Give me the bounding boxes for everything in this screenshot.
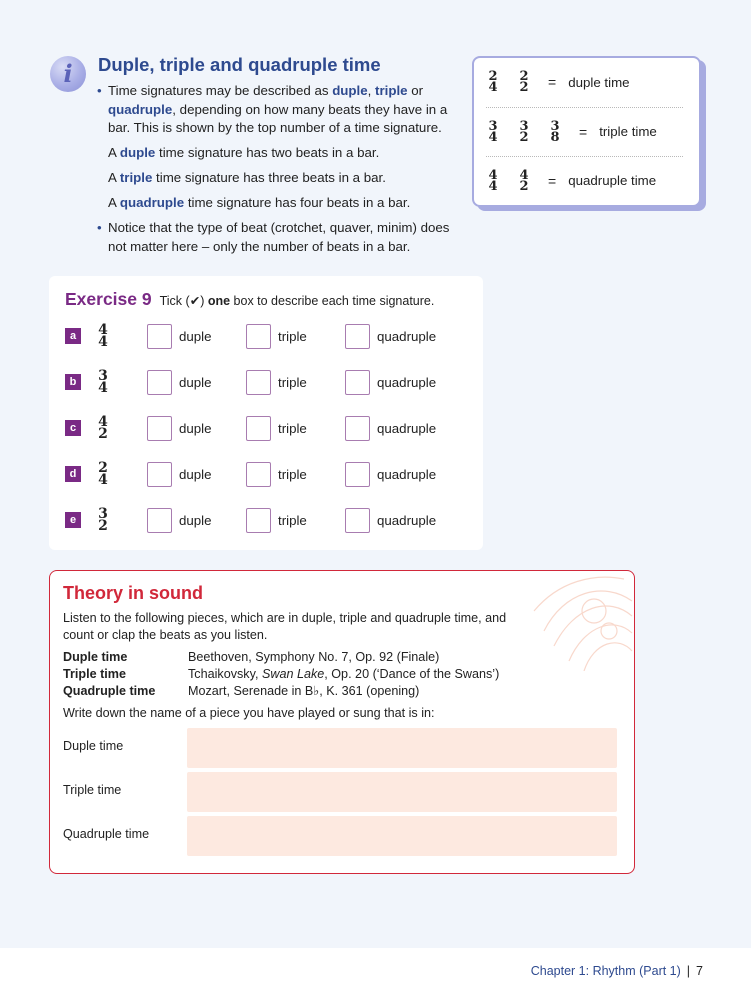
info-text: A xyxy=(108,145,120,160)
option-quadruple[interactable] xyxy=(345,415,436,441)
summary-row-triple xyxy=(486,107,683,155)
equals-sign: = xyxy=(579,123,588,140)
info-text: time signature has two beats in a bar. xyxy=(155,145,380,160)
checkbox-triple[interactable] xyxy=(246,508,271,533)
piece-label: Quadruple time xyxy=(63,684,156,698)
ts-bottom: 4 xyxy=(98,379,108,396)
checkbox-duple[interactable] xyxy=(147,508,172,533)
summary-row-quadruple xyxy=(486,156,683,204)
option-label: duple xyxy=(179,420,212,436)
footer-separator: | xyxy=(686,964,691,978)
option-label: duple xyxy=(179,374,212,390)
info-line-quadruple xyxy=(97,194,467,213)
option-quadruple[interactable] xyxy=(345,369,436,395)
ts-top: 3 xyxy=(550,118,560,134)
time-signature xyxy=(548,118,562,145)
piece-text: Beethoven, Symphony No. 7, Op. 92 (Finale) xyxy=(188,650,440,664)
time-signature xyxy=(486,167,500,194)
time-signature xyxy=(96,460,110,488)
quadruple-answer-field[interactable] xyxy=(187,816,617,856)
piece-triple xyxy=(63,666,499,683)
time-signature xyxy=(517,118,531,145)
checkbox-quadruple[interactable] xyxy=(345,324,370,349)
write-prompt: Write down the name of a piece you have played or sung that is in: xyxy=(63,706,435,720)
equals-sign: = xyxy=(548,172,557,189)
time-signature xyxy=(517,71,531,93)
ts-top: 4 xyxy=(98,414,108,430)
piece-title xyxy=(188,666,499,683)
option-duple[interactable] xyxy=(147,415,212,441)
ts-bottom: 4 xyxy=(488,129,498,145)
exercise-header xyxy=(65,289,434,310)
option-quadruple[interactable] xyxy=(345,323,436,349)
info-icon: i xyxy=(50,56,86,92)
ts-top: 3 xyxy=(98,368,108,384)
info-line-triple xyxy=(97,169,467,188)
option-triple[interactable] xyxy=(246,507,307,533)
option-label: triple xyxy=(278,328,307,344)
footer-text xyxy=(531,964,703,978)
exercise-row-e xyxy=(65,507,475,537)
piece-title xyxy=(188,683,419,700)
instr-text: Tick ( xyxy=(159,294,190,308)
theory-title: Theory in sound xyxy=(63,583,204,603)
checkbox-quadruple[interactable] xyxy=(345,416,370,441)
exercise-row-c xyxy=(65,415,475,445)
info-text: time signature has four beats in a bar. xyxy=(184,195,411,210)
checkbox-triple[interactable] xyxy=(246,462,271,487)
option-label: quadruple xyxy=(377,374,437,390)
option-duple[interactable] xyxy=(147,507,212,533)
ts-bottom: 4 xyxy=(98,471,108,488)
time-signature xyxy=(96,368,110,396)
ts-top: 2 xyxy=(98,460,108,476)
instr-text: ) xyxy=(200,294,208,308)
time-signature xyxy=(486,71,500,93)
checkbox-triple[interactable] xyxy=(246,370,271,395)
checkbox-quadruple[interactable] xyxy=(345,508,370,533)
info-text: time signature has three beats in a bar. xyxy=(152,170,386,185)
ts-bottom: 2 xyxy=(98,517,108,534)
ts-bottom: 8 xyxy=(550,129,560,145)
option-label: triple xyxy=(278,466,307,482)
time-signature-summary xyxy=(472,56,701,207)
pieces-list xyxy=(63,649,499,700)
info-line-duple xyxy=(97,144,467,163)
summary-label: quadruple time xyxy=(568,173,657,188)
duple-answer-field[interactable] xyxy=(187,728,617,768)
option-triple[interactable] xyxy=(246,369,307,395)
question-letter: a xyxy=(65,328,81,344)
answer-label: Triple time xyxy=(63,783,122,797)
checkbox-duple[interactable] xyxy=(147,324,172,349)
option-label: quadruple xyxy=(377,420,437,436)
ts-top: 3 xyxy=(488,118,498,134)
exercise-row-d xyxy=(65,461,475,491)
ts-bottom: 4 xyxy=(98,333,108,350)
chapter-title: Chapter 1: Rhythm (Part 1) xyxy=(530,964,681,978)
info-body xyxy=(97,82,467,256)
piece-quadruple xyxy=(63,683,499,700)
question-letter: b xyxy=(65,374,81,390)
ts-bottom: 2 xyxy=(98,425,108,442)
answer-row-duple xyxy=(63,728,621,768)
exercise-card xyxy=(49,276,483,550)
option-label: quadruple xyxy=(377,512,437,528)
time-signature xyxy=(96,506,110,534)
time-signature xyxy=(96,414,110,442)
checkbox-triple[interactable] xyxy=(246,324,271,349)
summary-row-duple xyxy=(486,58,683,106)
tick-icon: ✔ xyxy=(189,294,201,308)
ts-top: 4 xyxy=(519,167,529,183)
option-triple[interactable] xyxy=(246,323,307,349)
instr-emphasis: one xyxy=(207,294,231,308)
piece-title xyxy=(188,649,439,666)
piece-work-title: Swan Lake xyxy=(261,667,325,681)
option-duple[interactable] xyxy=(147,461,212,487)
summary-label: duple time xyxy=(568,74,630,90)
piece-text: Tchaikovsky, xyxy=(188,667,262,681)
time-signature xyxy=(517,167,531,194)
keyword-duple: duple xyxy=(119,145,156,160)
option-label: triple xyxy=(278,420,307,436)
page-footer xyxy=(0,948,751,1000)
keyword-duple: duple xyxy=(332,83,368,98)
piece-text: , Op. 20 (‘Dance of the Swans’) xyxy=(324,667,500,681)
info-text: or xyxy=(407,83,424,98)
ts-bottom: 2 xyxy=(519,129,529,145)
option-label: quadruple xyxy=(377,328,437,344)
checkbox-duple[interactable] xyxy=(147,416,172,441)
answer-row-quadruple xyxy=(63,816,621,856)
checkbox-quadruple[interactable] xyxy=(345,462,370,487)
ts-top: 3 xyxy=(98,506,108,522)
theory-intro: Listen to the following pieces, which are in duple, triple and quadruple time, and count or clap the beats as you listen. xyxy=(63,611,507,642)
option-label: triple xyxy=(278,512,307,528)
theory-in-sound-card xyxy=(49,570,635,874)
exercise-row-b xyxy=(65,369,475,399)
ts-bottom: 2 xyxy=(519,178,529,194)
triple-answer-field[interactable] xyxy=(187,772,617,812)
keyword-quadruple: quadruple xyxy=(108,101,173,117)
piece-duple xyxy=(63,649,499,666)
ts-top: 4 xyxy=(488,167,498,183)
option-triple[interactable] xyxy=(246,415,307,441)
checkbox-duple[interactable] xyxy=(147,462,172,487)
time-signature xyxy=(96,322,110,350)
exercise-row-a xyxy=(65,323,475,353)
ts-top: 2 xyxy=(519,69,529,84)
ts-bottom: 4 xyxy=(488,80,498,95)
time-signature xyxy=(486,118,500,145)
info-text: Time signatures may be described as xyxy=(108,83,333,98)
checkbox-quadruple[interactable] xyxy=(345,370,370,395)
ts-bottom: 4 xyxy=(488,178,498,194)
option-quadruple[interactable] xyxy=(345,507,436,533)
piece-text: Mozart, Serenade in B♭, K. 361 (opening) xyxy=(188,684,420,698)
ts-bottom: 2 xyxy=(519,80,529,95)
decorative-swirl-icon xyxy=(524,571,634,671)
answer-label: Quadruple time xyxy=(63,827,150,841)
option-duple[interactable] xyxy=(147,323,212,349)
option-triple[interactable] xyxy=(246,461,307,487)
info-text: , depending on how many beats they have in a bar. This is shown by the top number of a time signature. xyxy=(108,101,448,135)
option-label: duple xyxy=(179,512,212,528)
info-text: A xyxy=(108,195,120,210)
option-quadruple[interactable] xyxy=(345,461,436,487)
checkbox-triple[interactable] xyxy=(246,416,271,441)
exercise-instruction xyxy=(160,293,435,308)
info-bullet-1 xyxy=(97,82,467,138)
question-letter: e xyxy=(65,512,81,528)
exercise-title: Exercise 9 xyxy=(65,289,152,309)
equals-sign: = xyxy=(548,74,557,90)
ts-top: 4 xyxy=(98,322,108,338)
keyword-triple: triple xyxy=(119,170,153,185)
info-text: , xyxy=(367,83,376,98)
page-number: 7 xyxy=(696,964,703,978)
ts-top: 2 xyxy=(488,69,498,84)
instr-text: box to describe each time signature. xyxy=(230,294,435,308)
option-label: duple xyxy=(179,328,212,344)
piece-label: Triple time xyxy=(63,667,126,681)
answer-row-triple xyxy=(63,772,621,812)
info-bullet-2: • Notice that the type of beat (crotchet, quaver, minim) does not matter here – only the number of beats in a bar. xyxy=(97,219,467,256)
option-label: triple xyxy=(278,374,307,390)
option-label: quadruple xyxy=(377,466,437,482)
checkbox-duple[interactable] xyxy=(147,370,172,395)
question-letter: d xyxy=(65,466,81,482)
answer-label: Duple time xyxy=(63,739,124,753)
keyword-triple: triple xyxy=(375,83,408,98)
keyword-quadruple: quadruple xyxy=(119,195,185,210)
info-title: Duple, triple and quadruple time xyxy=(98,54,381,75)
piece-label: Duple time xyxy=(63,650,128,664)
option-label: duple xyxy=(179,466,212,482)
info-text: A xyxy=(108,170,120,185)
summary-label: triple time xyxy=(599,124,657,139)
ts-top: 3 xyxy=(519,118,529,134)
option-duple[interactable] xyxy=(147,369,212,395)
question-letter: c xyxy=(65,420,81,436)
